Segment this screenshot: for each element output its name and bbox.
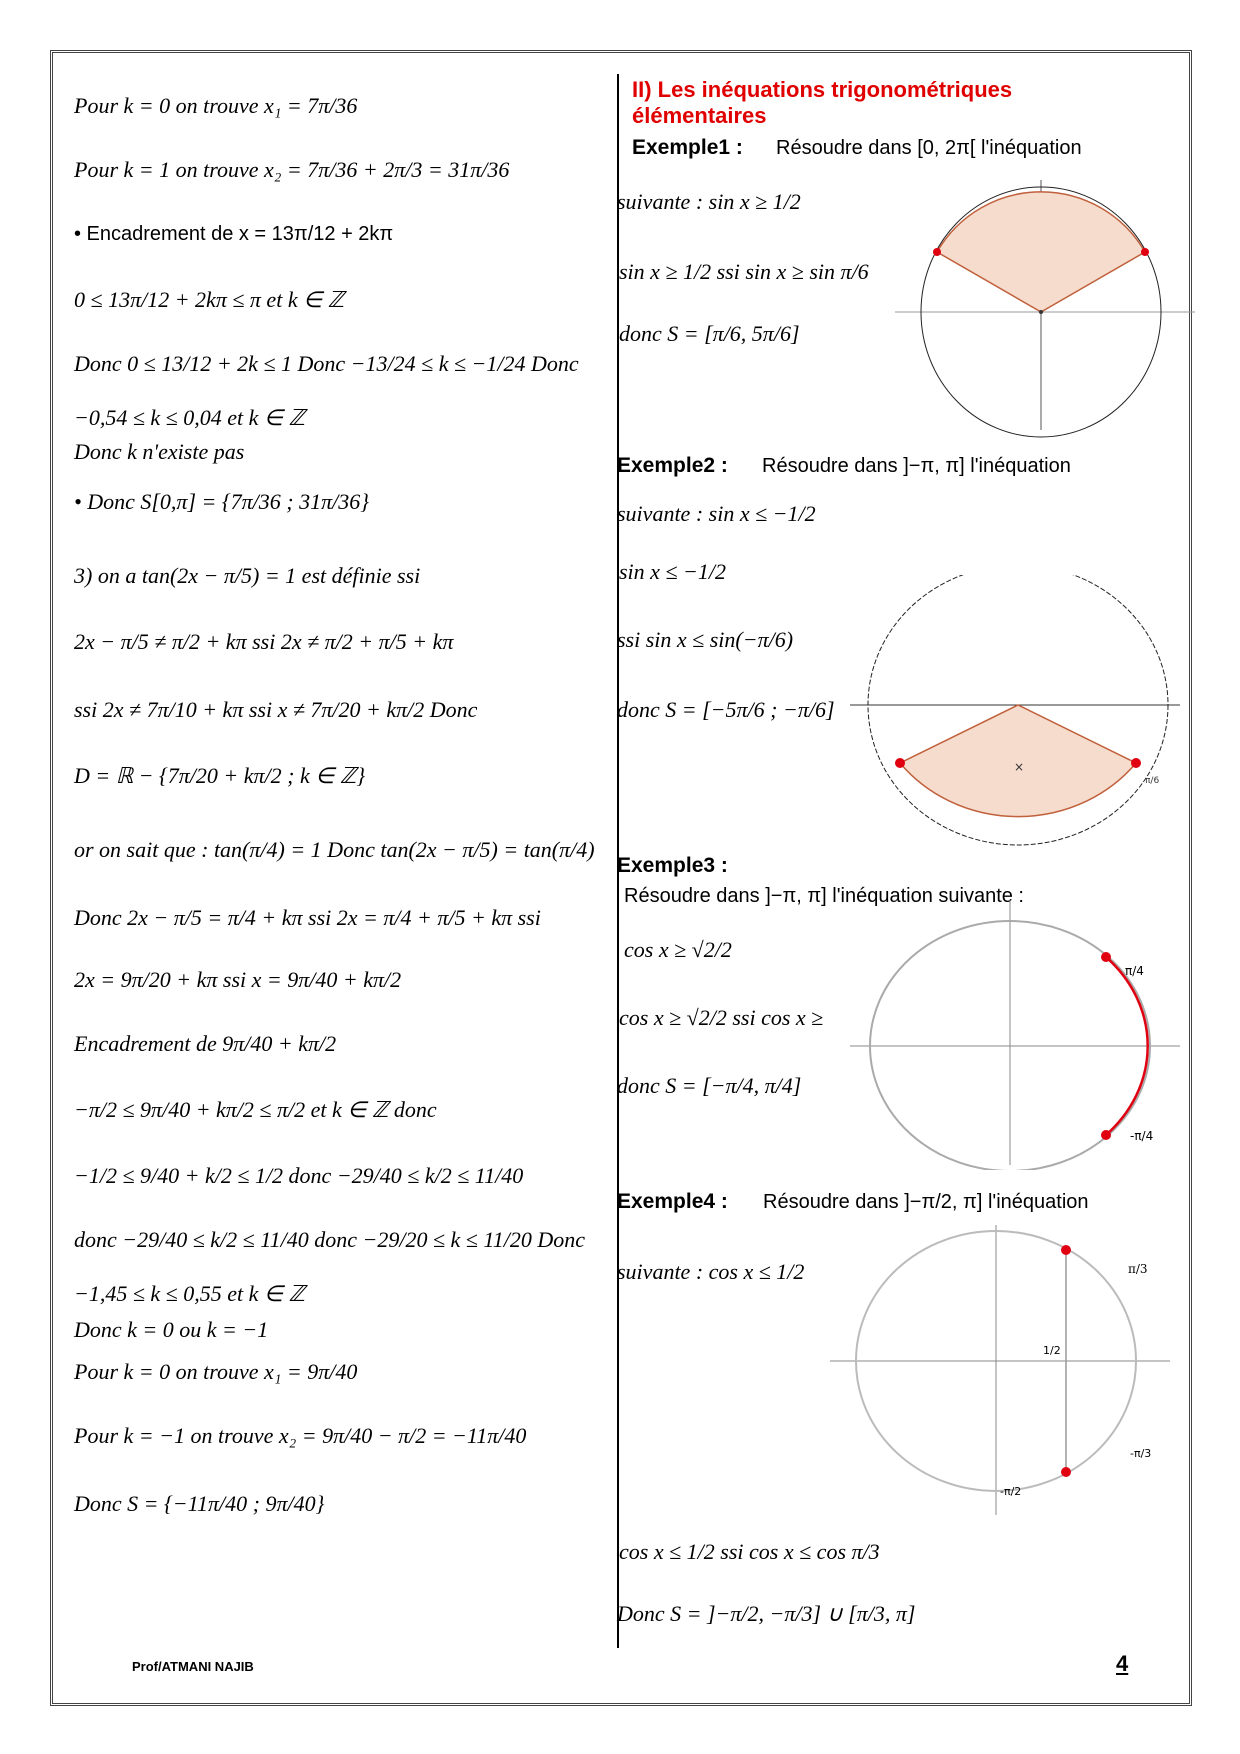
line-tan-identity: or on sait que : tan(π/4) = 1 Donc tan(2x − π/5) = tan(π/4) (74, 837, 595, 862)
point-pi-4 (1101, 952, 1111, 962)
footer-author: Prof/ATMANI NAJIB (132, 1659, 254, 1674)
example2-step-2: ssi sin x ≤ sin(−π/6) (617, 627, 794, 652)
point-pi-3 (1061, 1245, 1071, 1255)
line-k-range: −0,54 ≤ k ≤ 0,04 et k ∈ ℤ (74, 405, 305, 430)
example4-step: cos x ≤ 1/2 ssi cos x ≤ cos π/3 (619, 1539, 880, 1564)
solution-sector (937, 192, 1145, 312)
line-k-values: Donc k = 0 ou k = −1 (74, 1317, 269, 1342)
line-encadrement: • Encadrement de x = 13π/12 + 2kπ (74, 223, 394, 245)
page-number: 4 (1116, 1651, 1129, 1676)
label-pi-3: π/3 (1128, 1262, 1148, 1276)
unit-circle-figure-2 (850, 575, 1180, 850)
example4-inequation: suivante : cos x ≤ 1/2 (617, 1259, 805, 1284)
example1-inequation: suivante : sin x ≥ 1/2 (617, 189, 801, 214)
section-title: II) Les inéquations trigonométriques (632, 77, 1013, 102)
line-k0-x1-b: Pour k = 0 on trouve x₁ = 9π/40 (74, 1359, 358, 1384)
label-minus-pi-2: -π/2 (1000, 1485, 1022, 1498)
point-minus-pi-4 (1101, 1130, 1111, 1140)
unit-circle-figure-1 (895, 180, 1195, 440)
line-solution-set-1: • Donc S[0,π] = {7π/36 ; 31π/36} (74, 489, 370, 514)
label-pi-6: π/6 (1145, 776, 1160, 786)
center-mark: × (1014, 760, 1025, 774)
line-inequality-3: −π/2 ≤ 9π/40 + kπ/2 ≤ π/2 et k ∈ ℤ donc (74, 1097, 437, 1122)
label-minus-pi-3: -π/3 (1130, 1447, 1152, 1460)
example3-heading: Exemple3 : (617, 854, 728, 877)
line-domain-1: 2x − π/5 ≠ π/2 + kπ ssi 2x ≠ π/2 + π/5 + kπ (74, 629, 454, 654)
line-inequality-1: 0 ≤ 13π/12 + 2kπ ≤ π et k ∈ ℤ (74, 287, 345, 312)
label-pi-4: π/4 (1125, 964, 1144, 978)
line-inequality-4: −1/2 ≤ 9/40 + k/2 ≤ 1/2 donc −29/40 ≤ k/2 ≤ 11/40 (74, 1163, 524, 1188)
point-5pi-6 (933, 248, 941, 256)
unit-circle-figure-3 (850, 900, 1180, 1170)
line-k-none: Donc k n'existe pas (74, 439, 245, 464)
example2-statement: Résoudre dans ]−π, π] l'inéquation (762, 455, 1071, 477)
label-half: 1/2 (1043, 1344, 1061, 1357)
example2-step-1: sin x ≤ −1/2 (619, 559, 726, 584)
line-part3-intro: 3) on a tan(2x − π/5) = 1 est définie ssi (74, 563, 421, 588)
section-title-2: élémentaires (632, 103, 767, 128)
example3-statement: Résoudre dans ]−π, π] l'inéquation suivante : (624, 885, 1024, 907)
point-minus-pi-6 (1131, 758, 1141, 768)
line-k-range-2: −1,45 ≤ k ≤ 0,55 et k ∈ ℤ (74, 1281, 305, 1306)
line-inequality-5: donc −29/40 ≤ k/2 ≤ 11/40 donc −29/20 ≤ k ≤ 11/20 Donc (74, 1227, 585, 1252)
line-domain-set: D = ℝ − {7π/20 + kπ/2 ; k ∈ ℤ} (74, 763, 366, 788)
line-solution-set-2: Donc S = {−11π/40 ; 9π/40} (74, 1491, 325, 1516)
line-k1-x2: Pour k = 1 on trouve x₂ = 7π/36 + 2π/3 = 31π/36 (74, 157, 510, 182)
example1-heading: Exemple1 : (632, 136, 743, 159)
example4-solution: Donc S = ]−π/2, −π/3] ∪ [π/3, π] (617, 1601, 916, 1626)
example3-solution: donc S = [−π/4, π/4] (617, 1073, 802, 1098)
line-inequality-2: Donc 0 ≤ 13/12 + 2k ≤ 1 Donc −13/24 ≤ k ≤ −1/24 Donc (74, 351, 579, 376)
example3-step: cos x ≥ √2/2 ssi cos x ≥ (619, 1005, 824, 1030)
example2-solution: donc S = [−5π/6 ; −π/6] (617, 697, 835, 722)
line-equation-1: Donc 2x − π/5 = π/4 + kπ ssi 2x = π/4 + π/5 + kπ ssi (74, 905, 541, 930)
point-pi-6 (1141, 248, 1149, 256)
example4-heading: Exemple4 : (617, 1190, 728, 1213)
line-domain-2: ssi 2x ≠ 7π/10 + kπ ssi x ≠ 7π/20 + kπ/2 Donc (74, 697, 478, 722)
example3-inequation: cos x ≥ √2/2 (624, 937, 732, 962)
point-minus-pi-3 (1061, 1467, 1071, 1477)
unit-circle-figure-4 (830, 1225, 1170, 1515)
point-minus-5pi-6 (895, 758, 905, 768)
line-km1-x2: Pour k = −1 on trouve x₂ = 9π/40 − π/2 = −11π/40 (74, 1423, 527, 1448)
line-encadrement-2: Encadrement de 9π/40 + kπ/2 (74, 1031, 337, 1056)
example1-step: sin x ≥ 1/2 ssi sin x ≥ sin π/6 (619, 259, 869, 284)
line-k0-x1: Pour k = 0 on trouve x₁ = 7π/36 (74, 93, 358, 118)
label-minus-pi-4: -π/4 (1130, 1129, 1154, 1143)
example2-inequation: suivante : sin x ≤ −1/2 (617, 501, 816, 526)
example1-statement: Résoudre dans [0, 2π[ l'inéquation (776, 137, 1082, 159)
origin-point (1039, 310, 1043, 314)
example4-statement: Résoudre dans ]−π/2, π] l'inéquation (763, 1191, 1089, 1213)
example2-heading: Exemple2 : (617, 454, 728, 477)
line-equation-2: 2x = 9π/20 + kπ ssi x = 9π/40 + kπ/2 (74, 967, 402, 992)
example1-solution: donc S = [π/6, 5π/6] (619, 321, 800, 346)
